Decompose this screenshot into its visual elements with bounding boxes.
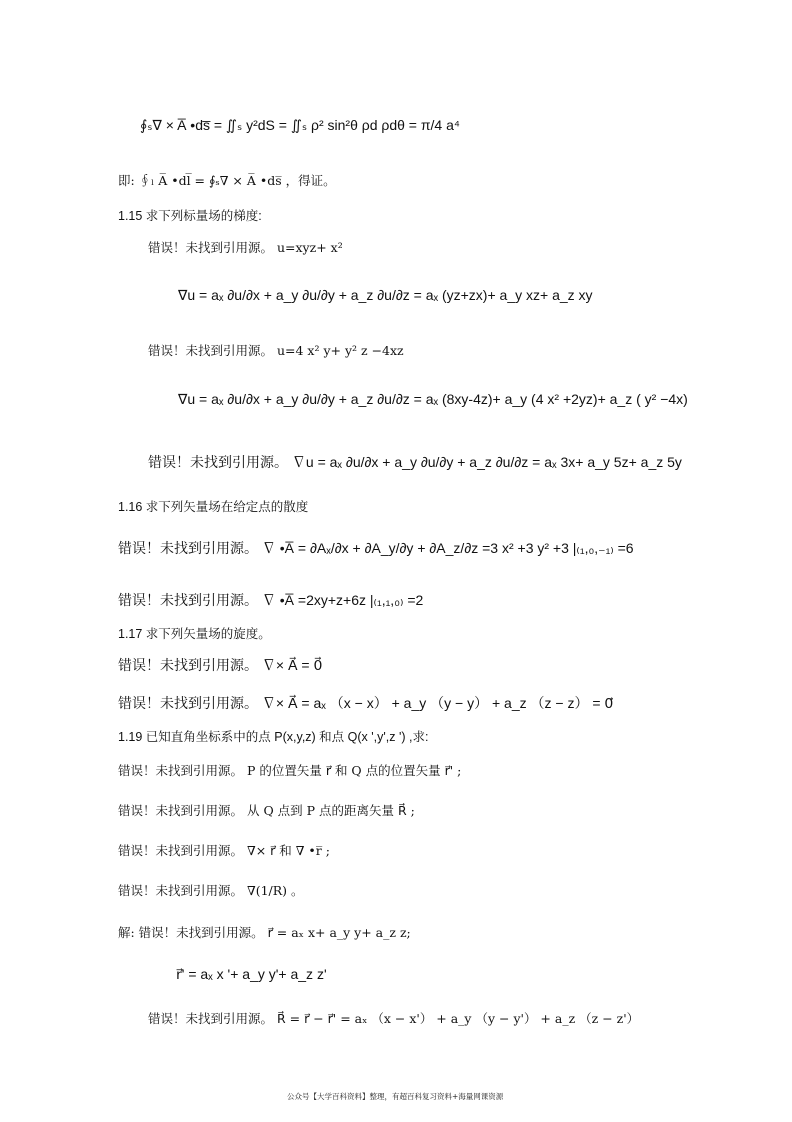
problem-1-15-b: 错误！未找到引用源。 u=4 x² y+ y² z −4xz	[148, 343, 404, 358]
section-1-16-heading: 1.16 求下列矢量场在给定点的散度	[118, 500, 309, 514]
curl-a: 错误！未找到引用源。 ∇× A⃗ = 0⃗	[118, 657, 323, 673]
solution-1-19-b: r⃗' = aₓ x '+ a_y y'+ a_z z'	[176, 966, 327, 982]
solution-1-19-a: 解: 错误！未找到引用源。 r⃗ = aₓ x+ a_y y+ a_z z;	[118, 925, 411, 940]
stokes-equation: ∮ₛ∇ × A̅ •ds̅ = ∬ₛ y²dS = ∬ₛ ρ² sin²θ ρd ρdθ = π/4 a⁴	[140, 117, 460, 133]
gradient-solution-a: ∇u = aₓ ∂u/∂x + a_y ∂u/∂y + a_z ∂u/∂z = aₓ (yz+zx)+ a_y xz+ a_z xy	[178, 287, 593, 303]
curl-b: 错误！未找到引用源。 ∇× A⃗ = aₓ （x − x） + a_y （y − y） + a_z （z − z） = 0⃗	[118, 695, 614, 711]
divergence-b: 错误！未找到引用源。 ∇ •A̅ =2xy+z+6z |₍₁,₁,₀₎ =2	[118, 592, 424, 608]
divergence-a: 错误！未找到引用源。 ∇ •A̅ = ∂Aₓ/∂x + ∂A_y/∂y + ∂A_z/∂z =3 x² +3 y² +3 |₍₁,₀,₋₁₎ =6	[118, 540, 634, 556]
solution-1-19-c: 错误！未找到引用源。 R⃗ = r⃗ − r⃗' = aₓ （x − x'） + a_y （y − y'） + a_z （z − z'）	[148, 1011, 640, 1026]
gradient-solution-b: ∇u = aₓ ∂u/∂x + a_y ∂u/∂y + a_z ∂u/∂z = aₓ (8xy-4z)+ a_y (4 x² +2yz)+ a_z ( y² −4x)	[178, 391, 688, 407]
problem-1-19-a: 错误！未找到引用源。 P 的位置矢量 r⃗ 和 Q 点的位置矢量 r⃗' ;	[118, 763, 462, 778]
page-footer: 公众号【大学百科资料】整理，有超百科复习资料+海量网课资源	[287, 1092, 504, 1101]
stokes-conclusion: 即: ∮ₗ A̅ •dl̅ = ∮ₛ∇ × A̅ •ds̅ ，得证。	[118, 173, 336, 188]
section-1-19-heading: 1.19 已知直角坐标系中的点 P(x,y,z) 和点 Q(x ',y',z ') ,求:	[118, 730, 429, 744]
section-1-15-heading: 1.15 求下列标量场的梯度:	[118, 209, 262, 223]
problem-1-15-c: 错误！未找到引用源。 ∇u = aₓ ∂u/∂x + a_y ∂u/∂y + a_z ∂u/∂z = aₓ 3x+ a_y 5z+ a_z 5y	[148, 454, 682, 470]
section-1-17-heading: 1.17 求下列矢量场的旋度。	[118, 627, 271, 641]
problem-1-19-d: 错误！未找到引用源。 ∇(1/R) 。	[118, 883, 304, 898]
problem-1-15-a: 错误！未找到引用源。 u=xyz+ x²	[148, 240, 343, 255]
problem-1-19-b: 错误！未找到引用源。 从 Q 点到 P 点的距离矢量 R⃗ ;	[118, 803, 415, 818]
problem-1-19-c: 错误！未找到引用源。 ∇× r⃗ 和 ∇ •r̅ ;	[118, 843, 330, 858]
